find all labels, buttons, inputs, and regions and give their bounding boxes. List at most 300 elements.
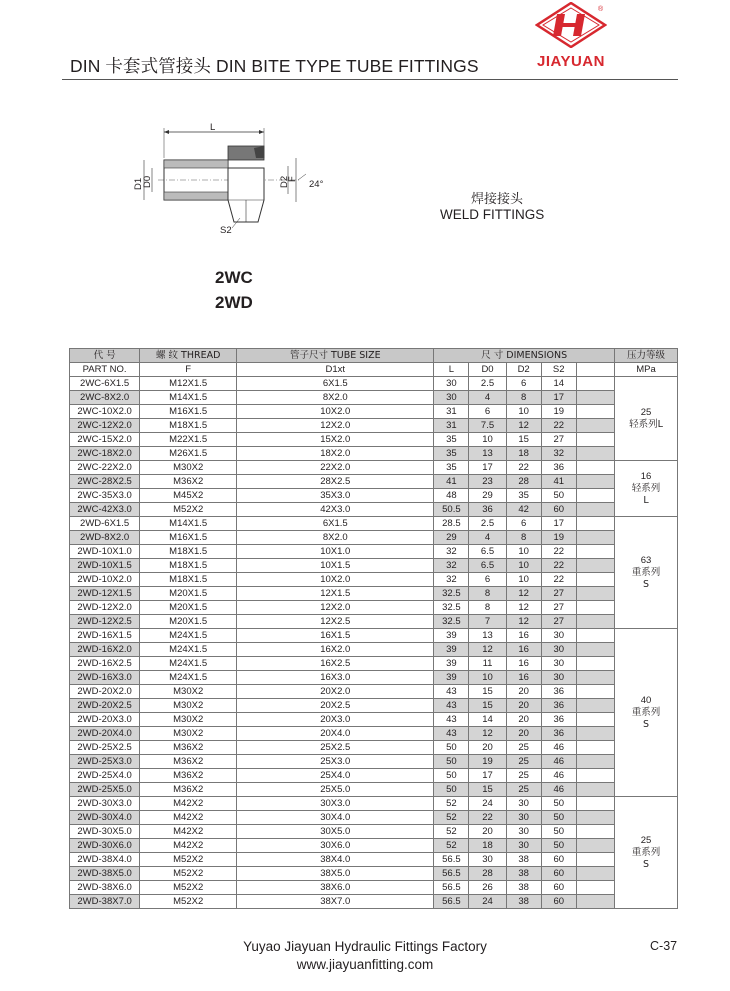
table-cell: M30X2 xyxy=(140,699,237,713)
table-cell: 2WD-16X2.5 xyxy=(70,657,140,671)
table-cell: 43 xyxy=(434,699,469,713)
registered-mark: ® xyxy=(598,6,604,13)
table-cell: 30 xyxy=(541,629,576,643)
table-cell: 7 xyxy=(469,615,506,629)
table-row xyxy=(70,699,678,713)
table-body xyxy=(70,377,678,909)
table-cell: 28 xyxy=(506,475,541,489)
table-cell-blank xyxy=(576,377,614,391)
spec-table xyxy=(69,348,678,909)
table-cell: 20X3.0 xyxy=(237,713,434,727)
table-cell: 36 xyxy=(541,685,576,699)
table-row xyxy=(70,377,678,391)
table-cell-blank xyxy=(576,615,614,629)
table-cell: 22 xyxy=(541,545,576,559)
table-row xyxy=(70,657,678,671)
table-cell: 20X2.5 xyxy=(237,699,434,713)
table-cell-blank xyxy=(576,685,614,699)
table-cell: 2WD-30X6.0 xyxy=(70,839,140,853)
table-row xyxy=(70,685,678,699)
table-row xyxy=(70,727,678,741)
table-cell-blank xyxy=(576,461,614,475)
table-cell: M24X1.5 xyxy=(140,629,237,643)
pressure-line: S xyxy=(642,858,650,870)
table-cell: 56.5 xyxy=(434,881,469,895)
table-cell: 35X3.0 xyxy=(237,489,434,503)
table-cell: 38X5.0 xyxy=(237,867,434,881)
table-cell: 2WD-16X3.0 xyxy=(70,671,140,685)
header-part-no-cn: 代 号 xyxy=(70,349,140,363)
table-cell: 2WC-18X2.0 xyxy=(70,447,140,461)
label-l: L xyxy=(210,122,216,133)
table-cell: 10X1.5 xyxy=(237,559,434,573)
table-cell: M42X2 xyxy=(140,825,237,839)
table-cell-blank xyxy=(576,573,614,587)
table-cell: 60 xyxy=(541,503,576,517)
table-cell: M20X1.5 xyxy=(140,615,237,629)
table-cell: 25X2.5 xyxy=(237,741,434,755)
table-cell: 32.5 xyxy=(434,587,469,601)
pressure-line: L xyxy=(643,494,649,506)
table-cell: 25X4.0 xyxy=(237,769,434,783)
table-cell: 36 xyxy=(541,713,576,727)
table-cell: 43 xyxy=(434,685,469,699)
table-row xyxy=(70,811,678,825)
header-mpa: MPa xyxy=(615,363,678,377)
table-cell: 30X4.0 xyxy=(237,811,434,825)
table-cell-blank xyxy=(576,671,614,685)
table-cell: 22 xyxy=(506,461,541,475)
table-cell: 30 xyxy=(469,853,506,867)
table-cell: 2WD-25X3.0 xyxy=(70,755,140,769)
table-cell-blank xyxy=(576,895,614,909)
table-cell: 18 xyxy=(506,447,541,461)
table-cell: 35 xyxy=(434,461,469,475)
table-cell: 30 xyxy=(506,797,541,811)
table-cell: 27 xyxy=(541,601,576,615)
table-cell: 12 xyxy=(506,419,541,433)
pressure-rating xyxy=(615,461,678,517)
label-angle: 24° xyxy=(309,179,324,190)
table-cell: 4 xyxy=(469,531,506,545)
header-f: F xyxy=(140,363,237,377)
header-rule xyxy=(62,79,678,80)
table-row xyxy=(70,587,678,601)
table-cell: 50 xyxy=(541,489,576,503)
table-cell: M30X2 xyxy=(140,727,237,741)
table-cell-blank xyxy=(576,713,614,727)
table-cell: M30X2 xyxy=(140,685,237,699)
table-cell: 25 xyxy=(506,783,541,797)
table-cell-blank xyxy=(576,545,614,559)
table-cell: 16 xyxy=(506,643,541,657)
table-cell: 2WD-16X2.0 xyxy=(70,643,140,657)
table-cell: 25X3.0 xyxy=(237,755,434,769)
table-cell: 32 xyxy=(434,545,469,559)
table-cell: 13 xyxy=(469,629,506,643)
table-row xyxy=(70,797,678,811)
table-cell: 30 xyxy=(506,825,541,839)
table-cell: 23 xyxy=(469,475,506,489)
table-cell: 38X7.0 xyxy=(237,895,434,909)
header-d1xt: D1xt xyxy=(237,363,434,377)
table-row xyxy=(70,419,678,433)
table-cell: 38 xyxy=(506,881,541,895)
table-cell: M52X2 xyxy=(140,853,237,867)
table-cell: 16 xyxy=(506,671,541,685)
table-cell: M18X1.5 xyxy=(140,573,237,587)
table-cell: 2WD-20X2.5 xyxy=(70,699,140,713)
table-cell: 30 xyxy=(506,811,541,825)
table-cell: 12 xyxy=(469,643,506,657)
table-cell: 30X5.0 xyxy=(237,825,434,839)
table-cell: 6 xyxy=(469,405,506,419)
table-cell: M36X2 xyxy=(140,475,237,489)
table-row xyxy=(70,475,678,489)
table-cell: M24X1.5 xyxy=(140,643,237,657)
table-cell: M18X1.5 xyxy=(140,559,237,573)
table-cell: 19 xyxy=(541,405,576,419)
table-cell-blank xyxy=(576,447,614,461)
table-cell: 14 xyxy=(541,377,576,391)
footer-website[interactable]: www.jiayuanfitting.com xyxy=(296,957,434,972)
pressure-rating xyxy=(615,797,678,909)
table-cell: 10 xyxy=(506,545,541,559)
table-cell: 10X2.0 xyxy=(237,405,434,419)
table-cell: 46 xyxy=(541,755,576,769)
table-cell: 36 xyxy=(541,727,576,741)
table-cell: 2WD-10X1.5 xyxy=(70,559,140,573)
table-cell: 2WC-28X2.5 xyxy=(70,475,140,489)
table-cell: 38 xyxy=(506,867,541,881)
table-cell: 2WC-6X1.5 xyxy=(70,377,140,391)
table-cell: M22X1.5 xyxy=(140,433,237,447)
table-cell: 2WD-10X1.0 xyxy=(70,545,140,559)
table-cell: 2.5 xyxy=(469,377,506,391)
table-row xyxy=(70,531,678,545)
table-cell: 27 xyxy=(541,587,576,601)
table-cell: 25X5.0 xyxy=(237,783,434,797)
table-cell: 39 xyxy=(434,643,469,657)
table-cell: 19 xyxy=(469,755,506,769)
table-cell: 19 xyxy=(541,531,576,545)
table-cell: 12 xyxy=(469,727,506,741)
table-cell: 10X1.0 xyxy=(237,545,434,559)
table-cell: 56.5 xyxy=(434,895,469,909)
table-cell: 12X2.5 xyxy=(237,615,434,629)
table-cell: 20 xyxy=(506,727,541,741)
table-cell: 16X3.0 xyxy=(237,671,434,685)
table-cell: 20X4.0 xyxy=(237,727,434,741)
table-row xyxy=(70,895,678,909)
table-cell-blank xyxy=(576,405,614,419)
table-cell: 35 xyxy=(434,447,469,461)
model-code: 2WC xyxy=(215,268,253,287)
table-cell: 2WD-12X2.5 xyxy=(70,615,140,629)
header-d0: D0 xyxy=(469,363,506,377)
table-cell-blank xyxy=(576,867,614,881)
table-row xyxy=(70,447,678,461)
table-cell: 29 xyxy=(469,489,506,503)
table-cell: M20X1.5 xyxy=(140,601,237,615)
table-cell: 50.5 xyxy=(434,503,469,517)
table-cell: 60 xyxy=(541,867,576,881)
table-cell-blank xyxy=(576,811,614,825)
table-cell: 10 xyxy=(506,405,541,419)
table-cell: 2WD-12X2.0 xyxy=(70,601,140,615)
table-cell: 25 xyxy=(506,741,541,755)
table-cell: 2WC-15X2.0 xyxy=(70,433,140,447)
table-cell: 2WD-12X1.5 xyxy=(70,587,140,601)
fitting-drawing xyxy=(130,118,340,236)
table-cell-blank xyxy=(576,783,614,797)
table-cell: 2WD-30X4.0 xyxy=(70,811,140,825)
table-cell: 15 xyxy=(469,783,506,797)
table-cell: 2WD-30X5.0 xyxy=(70,825,140,839)
table-cell: 16 xyxy=(506,629,541,643)
header-s2: S2 xyxy=(541,363,576,377)
table-cell: 50 xyxy=(434,755,469,769)
table-cell-blank xyxy=(576,643,614,657)
table-row xyxy=(70,391,678,405)
pressure-rating xyxy=(615,517,678,629)
header-tube-size: 管子尺寸 TUBE SIZE xyxy=(237,349,434,363)
table-cell-blank xyxy=(576,881,614,895)
brand-name: JIAYUAN xyxy=(537,53,605,70)
table-cell: 20 xyxy=(506,713,541,727)
table-cell-blank xyxy=(576,657,614,671)
table-cell: 6X1.5 xyxy=(237,377,434,391)
pressure-line: 63 xyxy=(640,554,652,566)
table-row xyxy=(70,559,678,573)
label-d1: D1 xyxy=(133,177,144,190)
table-row xyxy=(70,881,678,895)
table-cell: M42X2 xyxy=(140,811,237,825)
table-cell: 30 xyxy=(434,377,469,391)
table-cell: 8 xyxy=(469,587,506,601)
table-cell-blank xyxy=(576,531,614,545)
table-cell: 2WD-38X5.0 xyxy=(70,867,140,881)
table-row xyxy=(70,517,678,531)
table-cell: 20 xyxy=(506,699,541,713)
table-cell: M16X1.5 xyxy=(140,405,237,419)
table-cell: 28X2.5 xyxy=(237,475,434,489)
table-cell: 6 xyxy=(506,517,541,531)
table-cell: 2WC-10X2.0 xyxy=(70,405,140,419)
header-dimensions: 尺 寸 DIMENSIONS xyxy=(434,349,615,363)
table-cell: 6.5 xyxy=(469,559,506,573)
table-cell: 50 xyxy=(434,783,469,797)
table-cell: 32 xyxy=(434,559,469,573)
table-cell: 36 xyxy=(541,461,576,475)
table-cell: 2WD-20X2.0 xyxy=(70,685,140,699)
table-cell: 2WD-10X2.0 xyxy=(70,573,140,587)
table-cell: 39 xyxy=(434,671,469,685)
table-row xyxy=(70,769,678,783)
table-cell: M36X2 xyxy=(140,741,237,755)
table-cell: 2WD-20X3.0 xyxy=(70,713,140,727)
table-cell: 27 xyxy=(541,433,576,447)
page-title: DIN 卡套式管接头 DIN BITE TYPE TUBE FITTINGS xyxy=(70,56,479,76)
table-cell: 31 xyxy=(434,419,469,433)
table-cell: 29 xyxy=(434,531,469,545)
header-thread: 螺 纹 THREAD xyxy=(140,349,237,363)
table-cell-blank xyxy=(576,797,614,811)
pressure-rating xyxy=(615,377,678,461)
table-cell: M42X2 xyxy=(140,797,237,811)
pressure-line: 25 xyxy=(640,834,652,846)
table-cell: 18 xyxy=(469,839,506,853)
table-cell: 10 xyxy=(506,559,541,573)
table-row xyxy=(70,601,678,615)
table-cell: 32.5 xyxy=(434,615,469,629)
table-cell: 50 xyxy=(541,839,576,853)
label-f: F xyxy=(287,176,298,182)
table-cell: 30X3.0 xyxy=(237,797,434,811)
table-row xyxy=(70,643,678,657)
table-cell: 30 xyxy=(541,657,576,671)
table-cell: 15X2.0 xyxy=(237,433,434,447)
table-cell: 17 xyxy=(541,517,576,531)
jiayuan-logo xyxy=(535,2,607,48)
table-cell: 2WC-8X2.0 xyxy=(70,391,140,405)
table-cell: M18X1.5 xyxy=(140,419,237,433)
table-cell: M24X1.5 xyxy=(140,671,237,685)
table-row xyxy=(70,741,678,755)
table-cell: M36X2 xyxy=(140,769,237,783)
table-cell: 48 xyxy=(434,489,469,503)
table-cell: 25 xyxy=(506,755,541,769)
table-cell-blank xyxy=(576,741,614,755)
table-cell: 24 xyxy=(469,797,506,811)
table-cell: 38X6.0 xyxy=(237,881,434,895)
table-cell: 6X1.5 xyxy=(237,517,434,531)
table-cell: 18X2.0 xyxy=(237,447,434,461)
table-cell: 2WD-8X2.0 xyxy=(70,531,140,545)
table-cell-blank xyxy=(576,839,614,853)
table-cell: M52X2 xyxy=(140,503,237,517)
header-l: L xyxy=(434,363,469,377)
product-name-en: WELD FITTINGS xyxy=(440,207,545,222)
table-cell: 42 xyxy=(506,503,541,517)
table-cell: 38X4.0 xyxy=(237,853,434,867)
table-cell: 8 xyxy=(506,531,541,545)
table-row xyxy=(70,783,678,797)
table-cell: 20 xyxy=(506,685,541,699)
table-cell: 6 xyxy=(506,377,541,391)
table-cell: 32 xyxy=(434,573,469,587)
table-cell: 50 xyxy=(434,769,469,783)
table-cell: 12 xyxy=(506,601,541,615)
table-row xyxy=(70,545,678,559)
pressure-line: 轻系列L xyxy=(629,418,663,430)
table-cell: 2WD-38X7.0 xyxy=(70,895,140,909)
table-row xyxy=(70,615,678,629)
table-cell: M45X2 xyxy=(140,489,237,503)
table-header-row-1 xyxy=(70,349,678,363)
pressure-line: S xyxy=(642,578,650,590)
table-cell: 20X2.0 xyxy=(237,685,434,699)
table-cell: 30 xyxy=(506,839,541,853)
table-cell-blank xyxy=(576,489,614,503)
pressure-line: 25 xyxy=(640,406,652,418)
table-cell-blank xyxy=(576,503,614,517)
table-cell: 6.5 xyxy=(469,545,506,559)
page-number: C-37 xyxy=(650,939,678,953)
table-cell: 4 xyxy=(469,391,506,405)
table-cell: 2.5 xyxy=(469,517,506,531)
table-cell: 52 xyxy=(434,811,469,825)
table-cell: 31 xyxy=(434,405,469,419)
table-cell: 43 xyxy=(434,727,469,741)
table-cell-blank xyxy=(576,391,614,405)
table-cell-blank xyxy=(576,825,614,839)
table-cell: 22 xyxy=(541,573,576,587)
table-cell: 22 xyxy=(541,419,576,433)
header-part-no: PART NO. xyxy=(70,363,140,377)
table-cell-blank xyxy=(576,587,614,601)
table-row xyxy=(70,853,678,867)
table-cell: 32.5 xyxy=(434,601,469,615)
table-row xyxy=(70,671,678,685)
table-cell: 41 xyxy=(541,475,576,489)
table-cell: 56.5 xyxy=(434,867,469,881)
table-cell: 2WD-38X6.0 xyxy=(70,881,140,895)
table-cell: 7.5 xyxy=(469,419,506,433)
table-cell: 36 xyxy=(541,699,576,713)
table-cell: 30 xyxy=(541,643,576,657)
table-cell: 27 xyxy=(541,615,576,629)
table-cell: 43 xyxy=(434,713,469,727)
header-blank xyxy=(576,363,614,377)
table-cell: 8 xyxy=(506,391,541,405)
table-cell: 22 xyxy=(469,811,506,825)
table-cell: 38 xyxy=(506,895,541,909)
table-cell: 2WD-25X4.0 xyxy=(70,769,140,783)
table-row xyxy=(70,405,678,419)
table-cell: 12X2.0 xyxy=(237,601,434,615)
table-cell: 20 xyxy=(469,825,506,839)
table-row xyxy=(70,433,678,447)
table-cell: 10 xyxy=(506,573,541,587)
table-cell: M12X1.5 xyxy=(140,377,237,391)
table-cell: 11 xyxy=(469,657,506,671)
table-cell: 52 xyxy=(434,839,469,853)
table-cell: 10X2.0 xyxy=(237,573,434,587)
table-cell: 50 xyxy=(434,741,469,755)
table-cell: 26 xyxy=(469,881,506,895)
table-cell: M52X2 xyxy=(140,881,237,895)
table-cell-blank xyxy=(576,769,614,783)
table-cell-blank xyxy=(576,433,614,447)
table-row xyxy=(70,503,678,517)
table-cell: M30X2 xyxy=(140,461,237,475)
table-cell: 60 xyxy=(541,881,576,895)
table-cell: 46 xyxy=(541,769,576,783)
table-cell: M20X1.5 xyxy=(140,587,237,601)
table-cell: 15 xyxy=(469,699,506,713)
pressure-line: 16 xyxy=(640,470,652,482)
table-cell: 30 xyxy=(434,391,469,405)
pressure-rating xyxy=(615,629,678,797)
table-cell: 15 xyxy=(469,685,506,699)
table-row xyxy=(70,839,678,853)
table-cell-blank xyxy=(576,853,614,867)
table-cell: 22X2.0 xyxy=(237,461,434,475)
table-cell: M42X2 xyxy=(140,839,237,853)
table-cell: 6 xyxy=(469,573,506,587)
table-cell: M36X2 xyxy=(140,783,237,797)
